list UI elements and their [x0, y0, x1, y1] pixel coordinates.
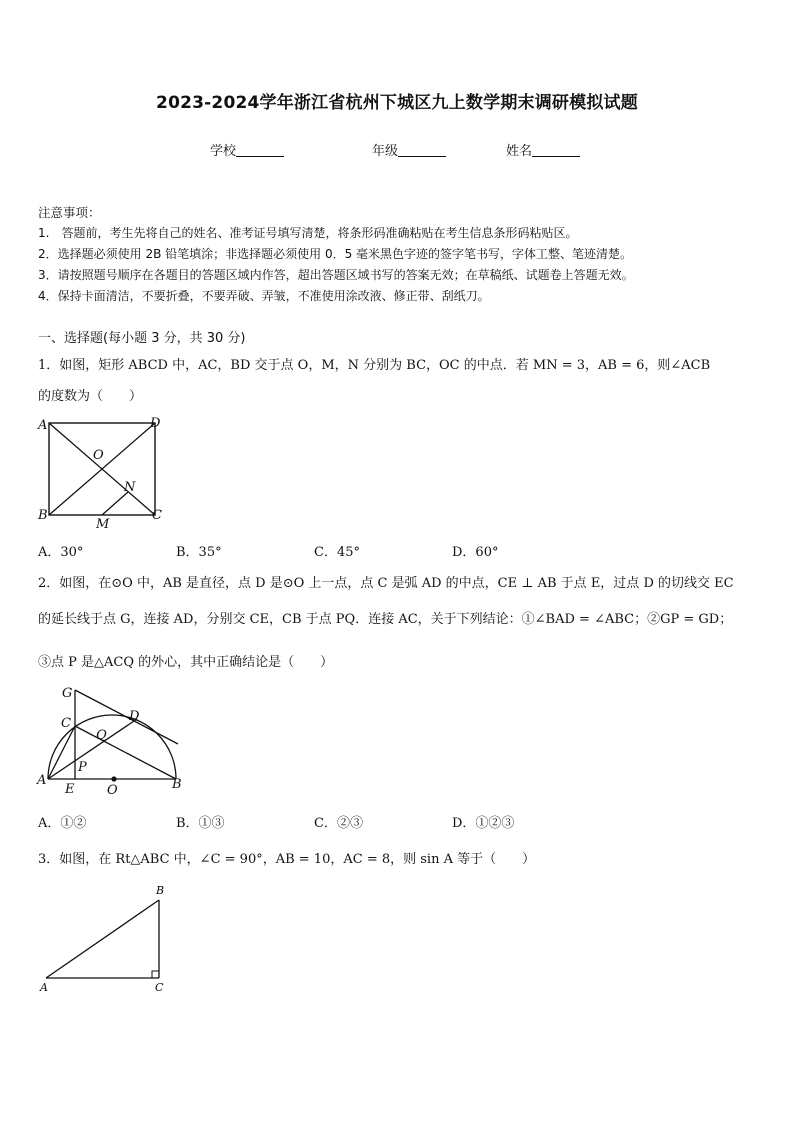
- q1-text-line2: 的度数为（ ）: [38, 389, 143, 404]
- label-e: E: [65, 782, 75, 797]
- label-c: C: [152, 508, 162, 523]
- q1-option-a[interactable]: A．30°: [38, 545, 84, 560]
- grade-field[interactable]: [372, 140, 446, 159]
- label-p: P: [78, 760, 87, 775]
- label-c: C: [155, 981, 164, 994]
- label-n: N: [124, 480, 136, 495]
- label-g: G: [62, 686, 73, 701]
- q2-option-d[interactable]: D．①②③: [452, 816, 515, 831]
- q1-figure: [36, 413, 168, 531]
- note-item: 3．请按照题号顺序在各题目的答题区域内作答，超出答题区域书写的答案无效；在草稿纸、试题卷上答题无效。: [38, 268, 634, 282]
- q1-text-line1: 1．如图，矩形 ABCD 中，AC，BD 交于点 O，M，N 分别为 BC，OC 的中点．若 MN = 3，AB = 6，则∠ACB: [38, 358, 711, 373]
- side-ab: [46, 900, 159, 978]
- school-field[interactable]: [210, 140, 284, 159]
- q3-figure: [34, 880, 178, 994]
- label-q: Q: [96, 728, 107, 743]
- label-b: B: [156, 884, 165, 897]
- school-blank[interactable]: [236, 144, 284, 157]
- q3-text-line1: 3．如图，在 Rt△ABC 中，∠C = 90°，AB = 10，AC = 8，则 sin A 等于（ ）: [38, 852, 536, 867]
- right-angle-mark: [152, 971, 159, 978]
- label-c: C: [61, 716, 71, 731]
- label-m: M: [96, 517, 110, 531]
- q2-text-line1: 2．如图，在⊙O 中，AB 是直径，点 D 是⊙O 上一点，点 C 是弧 AD 的中点，CE ⊥ AB 于点 E，过点 D 的切线交 EC: [38, 576, 734, 591]
- note-item: 1. 答题前，考生先将自己的姓名、准考证号填写清楚，将条形码准确粘贴在考生信息条形码粘贴区。: [38, 226, 578, 240]
- label-o: O: [107, 783, 118, 798]
- q2-option-a[interactable]: A．①②: [38, 816, 87, 831]
- label-a: A: [40, 981, 48, 994]
- name-label: 姓名: [506, 144, 533, 159]
- q1-option-d[interactable]: D．60°: [452, 545, 499, 560]
- grade-blank[interactable]: [398, 144, 446, 157]
- segment-ac: [48, 726, 75, 779]
- page-title: 2023-2024学年浙江省杭州下城区九上数学期末调研模拟试题: [156, 93, 638, 113]
- note-item: 2．选择题必须使用 2B 铅笔填涂；非选择题必须使用 0．5 毫米黑色字迹的签字笔书写，字体工整、笔迹清楚。: [38, 247, 633, 261]
- grade-label: 年级: [372, 144, 399, 159]
- q2-option-c[interactable]: C．②③: [314, 816, 363, 831]
- school-label: 学校: [210, 144, 237, 159]
- section-heading: 一、选择题(每小题 3 分，共 30 分): [38, 331, 246, 346]
- label-b: B: [172, 777, 182, 792]
- segment-mn: [102, 492, 128, 515]
- label-b: B: [38, 508, 48, 523]
- label-o: O: [93, 448, 104, 463]
- label-a: A: [38, 418, 48, 433]
- segment-cb: [75, 726, 176, 779]
- label-d: D: [129, 709, 140, 724]
- q1-option-b[interactable]: B．35°: [176, 545, 222, 560]
- name-field[interactable]: [506, 140, 580, 159]
- tangent-gd: [75, 690, 178, 744]
- q2-option-b[interactable]: B．①③: [176, 816, 225, 831]
- q1-option-c[interactable]: C．45°: [314, 545, 360, 560]
- q2-text-line2: 的延长线于点 G，连接 AD，分别交 CE，CB 于点 PQ．连接 AC，关于下列结论：①∠BAD = ∠ABC；②GP = GD；: [38, 612, 733, 627]
- center-o: [111, 776, 116, 781]
- q2-text-line3: ③点 P 是△ACQ 的外心，其中正确结论是（ ）: [38, 655, 334, 670]
- name-blank[interactable]: [532, 144, 580, 157]
- q2-figure: [32, 682, 192, 798]
- notes-heading: 注意事项：: [38, 205, 101, 220]
- note-item: 4．保持卡面清洁，不要折叠，不要弄破、弄皱，不准使用涂改液、修正带、刮纸刀。: [38, 289, 490, 303]
- label-d: D: [150, 416, 161, 431]
- label-a: A: [37, 773, 47, 788]
